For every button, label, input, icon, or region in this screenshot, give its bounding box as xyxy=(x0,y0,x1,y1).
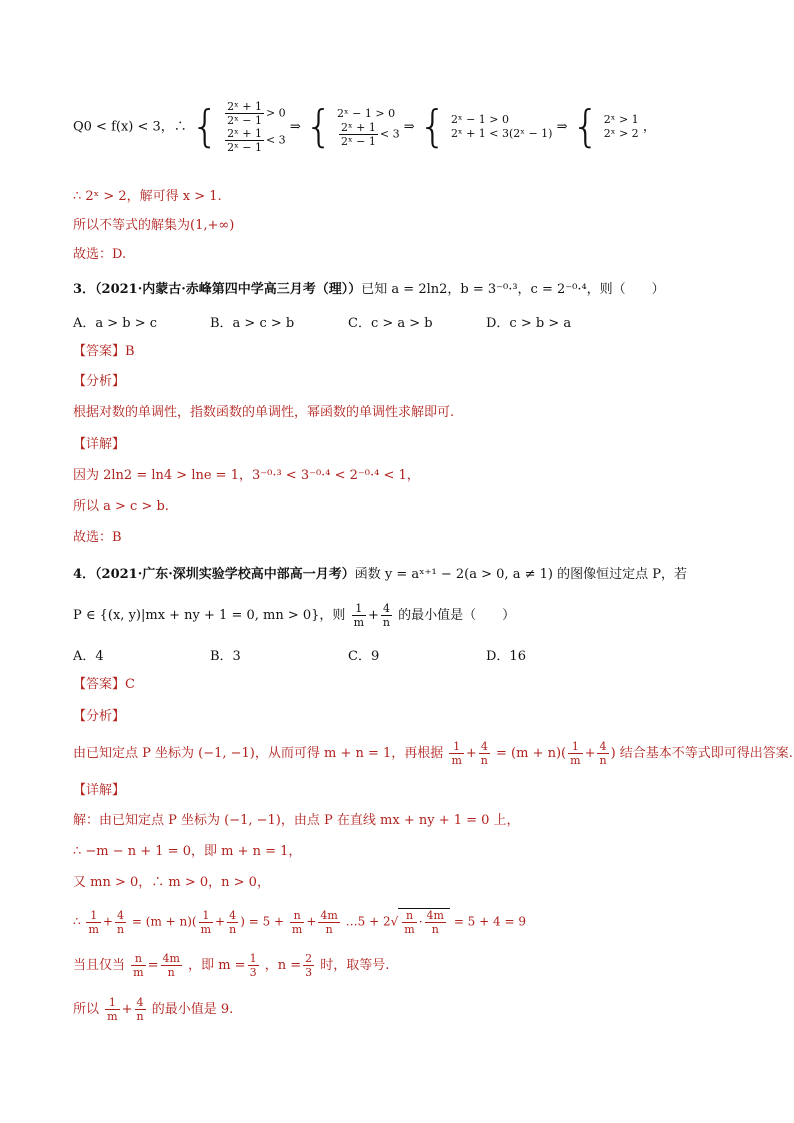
implies-arrow: ⇒ xyxy=(289,119,301,135)
system-1: $\frac{\text{2ˣ + 1}}{\text{2ˣ − 1}}$ > 0 $\frac{\text{2ˣ + 1}}{\text{2ˣ − 1}}$ < 3 xyxy=(227,100,286,154)
analysis-label: 【分析】 xyxy=(73,374,126,389)
question-source: 3．（2021·内蒙古·赤峰第四中学高三月考（理）） xyxy=(73,282,362,297)
analysis-text: 由已知定点 P 坐标为 (−1, −1)，从而可得 m + n = 1，再根据 $\frac{1}{m}$ + $\frac{4}{n}$ = (m + n)( $\frac{1}{m}$ + $\frac{4}{n}$ ) 结合基本不等式即可得出答案. xyxy=(73,740,793,767)
detail-line-3: 故选：B xyxy=(73,530,122,545)
implies-arrow: ⇒ xyxy=(403,119,415,135)
solution-set-line: 所以不等式的解集为(1,+∞) xyxy=(73,218,235,233)
detail-label: 【详解】 xyxy=(73,783,126,798)
detail-line-2: 所以 a > c > b. xyxy=(73,499,169,514)
system-2: 2ˣ − 1 > 0 $\frac{\text{2ˣ + 1}}{\text{2ˣ − 1}}$ < 3 xyxy=(337,106,400,148)
brace: { xyxy=(304,101,333,152)
choice-d: D．c > b > a xyxy=(486,316,572,331)
choice-d: D．16 xyxy=(486,649,526,664)
choice-line: 故选：D. xyxy=(73,247,127,262)
detail-line-4: ∴ $\frac{1}{m}$ + $\frac{4}{n}$ = (m + n)( $\frac{1}{m}$ + $\frac{4}{n}$ ) = 5 + $\frac{n}{m}$ + $\frac{4m}{n}$ …5 + 2√ $\frac{n}{m}$ · $\frac{4m}{n}$ = 5 + 4 = 9 xyxy=(73,908,526,936)
choice-c: C．9 xyxy=(348,649,380,664)
analysis-label: 【分析】 xyxy=(73,709,126,724)
choice-b: B．3 xyxy=(210,649,241,664)
question-4-stem-2: P ∈ {(x, y)|mx + ny + 1 = 0, mn > 0}，则 $\frac{1}{m}$ + $\frac{4}{n}$ 的最小值是（ ） xyxy=(73,602,516,629)
inequality-system-line: Q0 < f(x) < 3，∴ { $\frac{\text{2ˣ + 1}}{\text{2ˣ − 1}}$ > 0 $\frac{\text{2ˣ + 1}}{\text{2ˣ − 1}}$ < 3 ⇒ { 2ˣ − 1 > 0 $\frac{\text{2ˣ + 1}}{\text{2ˣ − 1}}$ < 3 ⇒ { 2ˣ − 1 > 0 2ˣ + 1 < 3(2ˣ − 1) ⇒ { 2ˣ > 1 2ˣ > 2 ， xyxy=(73,100,656,154)
detail-line-2: ∴ −m − n + 1 = 0，即 m + n = 1， xyxy=(73,844,302,859)
question-3-stem xyxy=(73,281,665,299)
detail-label: 【详解】 xyxy=(73,437,126,452)
detail-line-6: 所以 $\frac{1}{m}$ + $\frac{4}{n}$ 的最小值是 9. xyxy=(73,996,234,1023)
system-3: 2ˣ − 1 > 0 2ˣ + 1 < 3(2ˣ − 1) xyxy=(450,113,553,140)
choice-c: C．c > a > b xyxy=(348,316,433,331)
choice-b: B．a > c > b xyxy=(210,316,295,331)
implies-arrow: ⇒ xyxy=(556,119,568,135)
brace: { xyxy=(418,101,447,152)
brace: { xyxy=(190,101,219,152)
detail-line-3: 又 mn > 0，∴ m > 0，n > 0， xyxy=(73,875,270,890)
lead-text: Q0 < f(x) < 3，∴ xyxy=(73,119,187,135)
choice-a: A．a > b > c xyxy=(73,316,158,331)
question-4-stem-1 xyxy=(73,566,687,584)
detail-line-1: 解：由已知定点 P 坐标为 (−1, −1)，由点 P 在直线 mx + ny + 1 = 0 上， xyxy=(73,813,520,828)
detail-line-5: 当且仅当 $\frac{n}{m}$ = $\frac{4m}{n}$ ，即 m = $\frac{1}{3}$ ，n = $\frac{2}{3}$ 时，取等号. xyxy=(73,952,390,979)
brace: { xyxy=(571,101,600,152)
system-4: 2ˣ > 1 2ˣ > 2 xyxy=(603,113,639,140)
solution-line: ∴ 2ˣ > 2，解可得 x > 1. xyxy=(73,189,222,204)
analysis-text: 根据对数的单调性，指数函数的单调性，幂函数的单调性求解即可. xyxy=(73,405,455,420)
answer-label: 【答案】C xyxy=(73,677,135,692)
question-text: 已知 a = 2ln2，b = 3⁻⁰·³，c = 2⁻⁰·⁴，则（ ） xyxy=(361,282,665,297)
answer-label: 【答案】B xyxy=(73,344,135,359)
detail-line-1: 因为 2ln2 = ln4 > lne = 1，3⁻⁰·³ < 3⁻⁰·⁴ < 2⁻⁰·⁴ < 1， xyxy=(73,468,420,483)
question-source: 4．（2021·广东·深圳实验学校高中部高一月考） xyxy=(73,567,355,582)
question-text: 函数 y = aˣ⁺¹ − 2(a > 0, a ≠ 1) 的图像恒过定点 P，若 xyxy=(354,567,687,582)
choice-a: A．4 xyxy=(73,649,104,664)
